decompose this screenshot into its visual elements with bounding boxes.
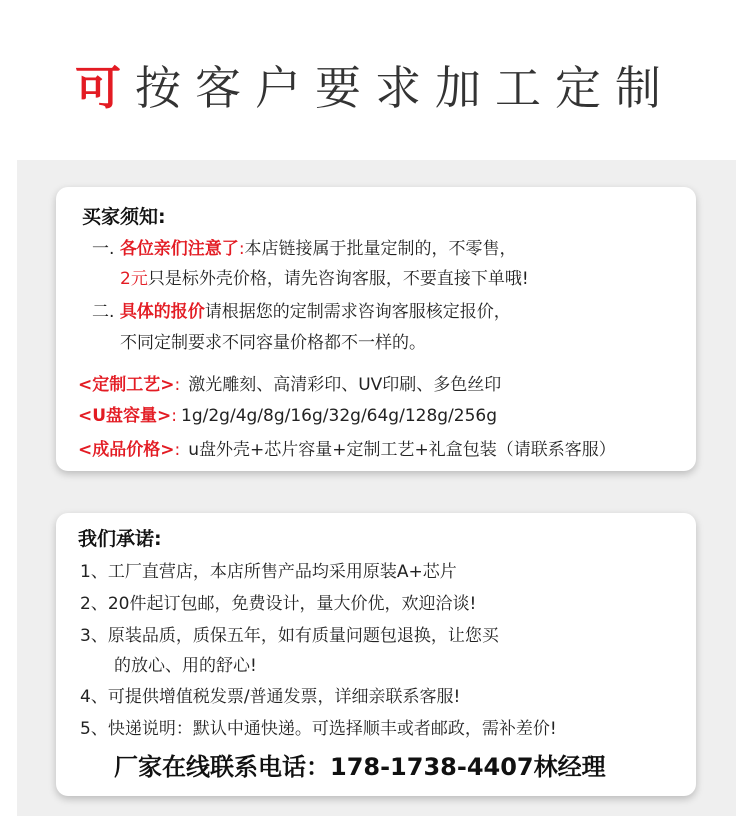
promise-heading: 我们承诺: [78, 528, 162, 550]
notice-item-2-label: 具体的报价 [119, 302, 205, 322]
promise-item-2: 2、20件起订包邮，免费设计，量大价优，欢迎洽谈! [80, 594, 477, 614]
spec-price-label: <成品价格> [78, 440, 175, 460]
notice-item-1-line-2 [120, 268, 529, 290]
page-header [0, 0, 750, 160]
contact-phone: 厂家在线联系电话：178-1738-4407林经理 [114, 753, 606, 781]
notice-item-1-text: 本店链接属于批量定制的，不零售， [244, 239, 517, 259]
spec-craft-label: <定制工艺> [78, 375, 175, 395]
promise-item-5: 5、快递说明：默认中通快递。可选择顺丰或者邮政，需补差价! [80, 719, 557, 739]
spec-capacity-colon: : [171, 406, 178, 426]
spec-capacity-value: 1g/2g/4g/8g/16g/32g/64g/128g/256g [181, 406, 498, 426]
notice-item-2-prefix: 二. [92, 302, 120, 322]
spec-craft-value: 激光雕刻、高清彩印、UV印刷、多色丝印 [188, 375, 502, 395]
notice-item-1 [92, 238, 517, 260]
title-text: 按客户要求加工定制 [135, 61, 675, 115]
price-highlight: 2元 [120, 269, 148, 289]
spec-capacity-label: <U盘容量> [78, 406, 172, 426]
notice-item-1-colon: : [238, 239, 245, 259]
spec-price-colon: : [174, 440, 181, 460]
spec-craft-colon: : [174, 375, 181, 395]
notice-item-1-label: 各位亲们注意了 [119, 239, 239, 259]
notice-item-2-line-2: 不同定制要求不同容量价格都不一样的。 [120, 333, 426, 353]
promise-item-4: 4、可提供增值税发票/普通发票，详细亲联系客服! [80, 687, 461, 707]
notice-item-1-text-2: 只是标外壳价格，请先咨询客服，不要直接下单哦! [147, 269, 529, 289]
page-title [0, 52, 750, 118]
notice-item-2 [92, 301, 511, 323]
notice-heading: 买家须知: [82, 206, 166, 228]
spec-craft [78, 374, 501, 396]
notice-card [56, 187, 696, 471]
notice-item-2-text: 请根据您的定制需求咨询客服核定报价， [204, 302, 511, 322]
spec-price-value: u盘外壳+芯片容量+定制工艺+礼盒包装（请联系客服） [188, 440, 616, 460]
spec-price [78, 439, 616, 461]
promise-item-3-continued: 的放心、用的舒心! [114, 656, 257, 676]
title-highlight: 可 [75, 61, 135, 115]
spec-capacity [78, 405, 497, 427]
promise-item-1: 1、工厂直营店，本店所售产品均采用原装A+芯片 [80, 562, 457, 582]
promise-item-3: 3、原装品质，质保五年，如有质量问题包退换，让您买 [80, 626, 499, 646]
notice-item-1-prefix: 一. [92, 239, 120, 259]
